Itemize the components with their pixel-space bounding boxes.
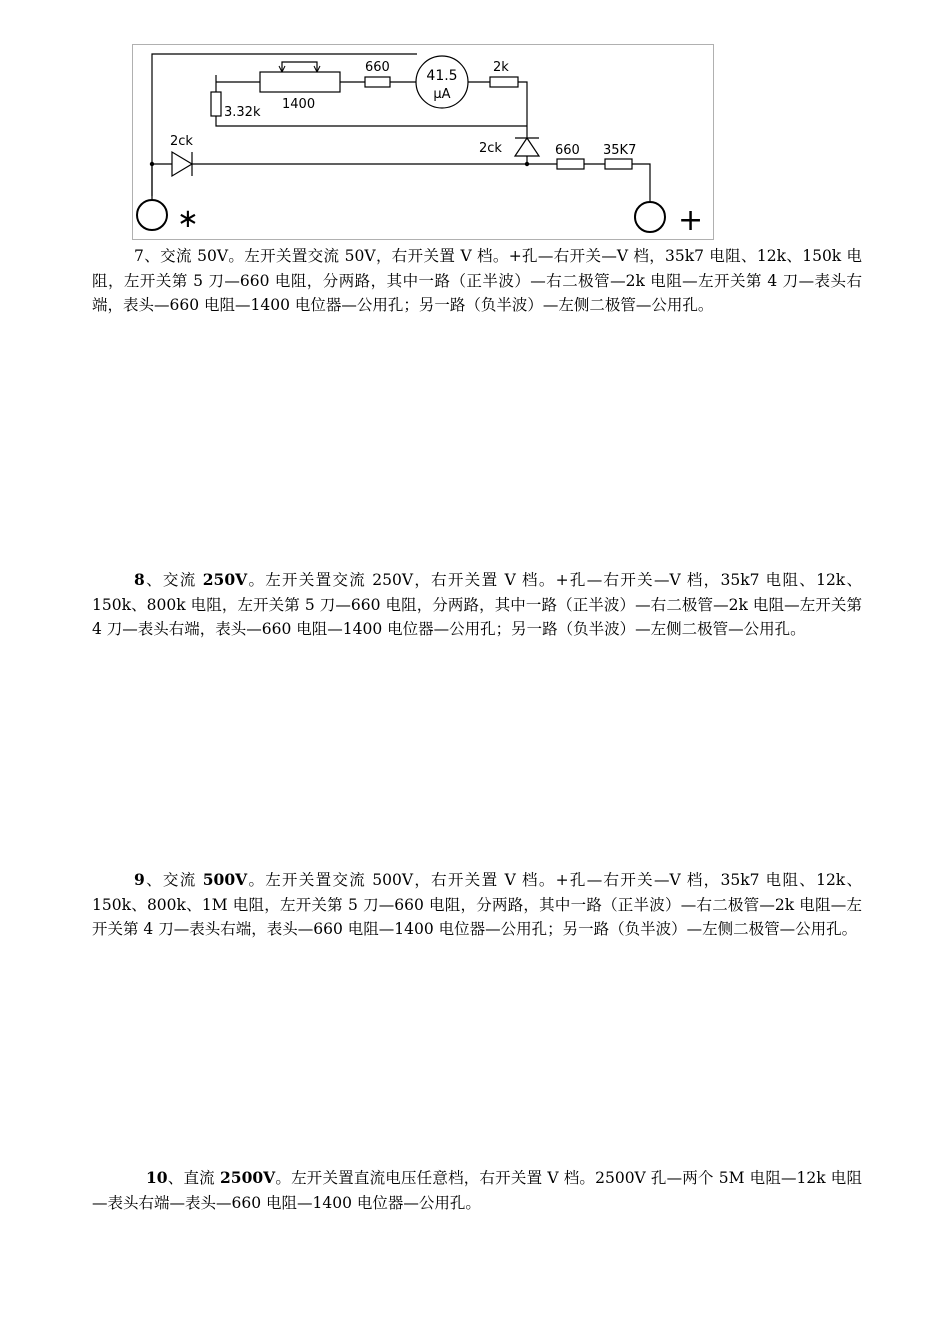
section-10-body: 。左开关置直流电压任意档，右开关置 V 档。2500V 孔—两个 5M 电阻—12k 电阻—表头右端—表头—660 电阻—1400 电位器—公用孔。 (92, 1169, 863, 1212)
section-10-number: 10 (146, 1168, 168, 1187)
rheostat-label: 1400 (282, 97, 316, 112)
r660-top-label: 660 (365, 60, 390, 75)
r2k-label: 2k (493, 60, 509, 75)
diode-left-label: 2ck (170, 134, 193, 149)
section-10-sep: 、直流 (167, 1169, 221, 1187)
wire-rheostat-wiper (282, 62, 317, 72)
section-9 (92, 868, 862, 942)
section-9-body: 。左开关置交流 500V，右开关置 V 档。+孔—右开关—V 档，35k7 电阻、12k、150k、800k、1M 电阻，左开关第 5 刀—660 电阻，分两路，其中一路（正半波）—右二极管—2k 电阻—左开关第 4 刀—表头右端，表头—660 电阻—1400 电位器—公用孔；另一路（负半波）—左侧二极管—公用孔。 (92, 871, 862, 938)
circuit-diagram (132, 44, 714, 240)
junction-dot-right (525, 162, 529, 166)
terminal-common (137, 200, 167, 230)
resistor-660-bottom (557, 159, 584, 169)
section-8-number: 8 (134, 570, 145, 589)
section-10-heading: 2500V (220, 1168, 276, 1187)
wire-2k-right (518, 82, 527, 138)
section-9-number: 9 (134, 870, 145, 889)
terminal-plus (635, 202, 665, 232)
rheostat-arrow-icon (279, 66, 320, 72)
section-9-sep: 、交流 (144, 871, 203, 889)
wire-332k-bottom (216, 116, 527, 126)
section-9-heading: 500V (202, 870, 248, 889)
resistor-3-32k (211, 92, 221, 116)
wire-right-down (632, 164, 650, 202)
section-8 (92, 568, 862, 642)
terminal-plus-label: + (678, 203, 704, 238)
section-8-sep: 、交流 (144, 571, 203, 589)
r332k-label: 3.32k (224, 105, 261, 120)
terminal-common-label: ∗ (177, 204, 199, 234)
diode-right-icon (515, 138, 539, 156)
resistor-2k (490, 77, 518, 87)
r660-bottom-label: 660 (555, 143, 580, 158)
resistor-35k7 (605, 159, 632, 169)
meter-value: 41.5 (426, 68, 458, 84)
section-8-body: 。左开关置交流 250V，右开关置 V 档。+孔—右开关—V 档，35k7 电阻、12k、150k、800k 电阻，左开关第 5 刀—660 电阻，分两路，其中一路（正半波）—右二极管—2k 电阻—左开关第 4 刀—表头右端，表头—660 电阻—1400 电位器—公用孔；另一路（负半波）—左侧二极管—公用孔。 (92, 571, 862, 638)
r35k7-label: 35K7 (603, 143, 637, 158)
section-7 (92, 244, 862, 318)
section-8-heading: 250V (202, 570, 248, 589)
rheostat-1400 (260, 72, 340, 92)
section-7-heading: 、交流 50V (143, 247, 229, 265)
section-10 (92, 1166, 862, 1215)
section-7-number: 7 (134, 247, 144, 265)
diode-right-label: 2ck (479, 141, 502, 156)
resistor-660-top (365, 77, 390, 87)
section-7-body: 。左开关置交流 50V，右开关置 V 档。+孔—右开关—V 档，35k7 电阻、12k、150k 电阻，左开关第 5 刀—660 电阻，分两路，其中一路（正半波）—右二极管—2k 电阻—左开关第 4 刀—表头右端，表头—660 电阻—1400 电位器—公用孔；另一路（负半波）—左侧二极管—公用孔。 (92, 247, 862, 314)
meter-unit: μA (433, 87, 451, 102)
junction-dot-left (150, 162, 154, 166)
diode-left-icon (172, 152, 192, 176)
